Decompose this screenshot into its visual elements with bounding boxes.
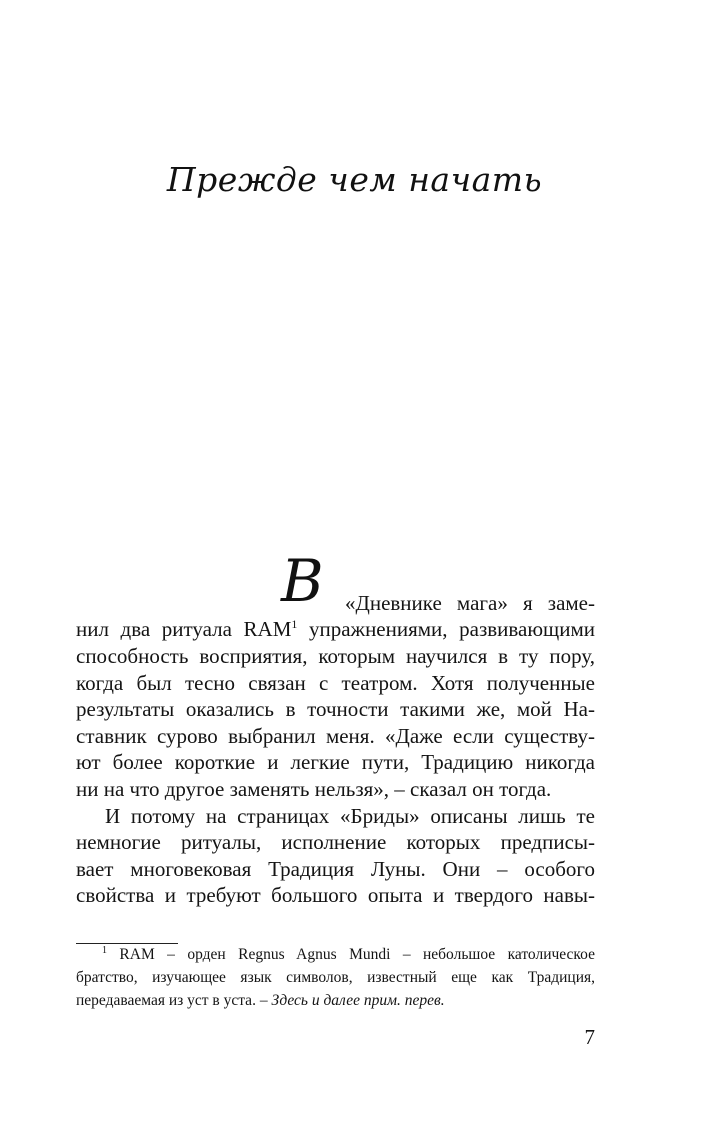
page-number: 7: [584, 1025, 595, 1049]
body-line: свойства и требуют большого опыта и твердого навы-: [76, 883, 595, 907]
footnote-reference: 1: [291, 617, 298, 631]
body-line: немногие ритуалы, исполнение которых предписы-: [76, 830, 595, 854]
body-line: нил два ритуала RAM$^1$ упражнениями, развивающими: [76, 617, 595, 641]
body-line: вает многовековая Традиция Луны. Они – особого: [76, 857, 595, 881]
footnote-attribution: Здесь и далее прим. перев.: [271, 992, 445, 1009]
body-line: ют более короткие и легкие пути, Традицию никогда: [76, 750, 595, 774]
body-line: результаты оказались в точности такими же, мой На-: [76, 697, 595, 721]
drop-cap: В: [281, 547, 324, 615]
footnote-line: братство, изучающее язык символов, известный еще как Традиция,: [76, 969, 595, 986]
body-line: ставник сурово выбранил меня. «Даже если существу-: [76, 724, 595, 748]
body-line: «Дневнике мага» я заме-: [345, 591, 595, 615]
footnote-line: передаваемая из уст в уста. – Здесь и далее прим. перев.: [76, 992, 445, 1009]
chapter-title: Прежде чем начать: [166, 160, 543, 199]
body-line: способность восприятия, которым научился в ту пору,: [76, 644, 595, 668]
body-line: ни на что другое заменять нельзя», – сказал он тогда.: [76, 777, 552, 801]
footnote-line: $^1$ RAM – орден Regnus Agnus Mundi – небольшое католическое: [102, 945, 595, 963]
body-line: когда был тесно связан с театром. Хотя полученные: [76, 671, 595, 695]
footnote-marker: 1: [102, 945, 107, 956]
body-line: И потому на страницах «Бриды» описаны лишь те: [105, 804, 595, 828]
